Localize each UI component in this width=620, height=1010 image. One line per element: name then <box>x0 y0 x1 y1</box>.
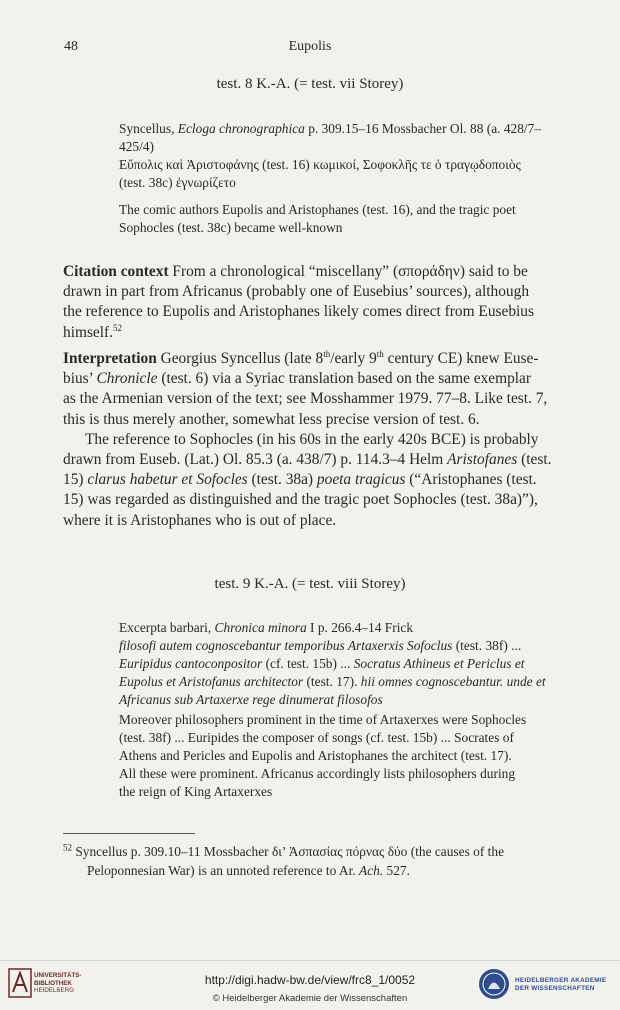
copyright-notice: © Heidelberger Akademie der Wissenschaften <box>212 993 408 1004</box>
academy-seal-icon[interactable] <box>478 968 510 1005</box>
test-8-heading: test. 8 K.-A. (= test. vii Storey) <box>216 76 404 92</box>
document-url-link[interactable]: http://digi.hadw-bw.de/view/frc8_1/0052 <box>204 973 416 987</box>
footnote-52: $^{52}$ Syncellus p. 309.10–11 Mossbacher δι’ Ἀσπασίας πόρνας δύο (the causes of the Peloponnesian War) is an unnoted reference to Ar. Ach. 527. <box>63 842 505 878</box>
translation: The comic authors Eupolis and Aristophanes (test. 16), and the tragic poet <box>119 202 516 217</box>
test-9-heading: test. 9 K.-A. (= test. viii Storey) <box>214 576 406 592</box>
footnote-rule <box>63 833 195 834</box>
running-head: Eupolis <box>288 39 332 54</box>
translation: Moreover philosophers prominent in the time of Artaxerxes were Sophocles <box>119 712 527 727</box>
page-number: 48 <box>64 39 78 54</box>
academy-name: HEIDELBERGER AKADEMIE DER WISSENSCHAFTEN <box>515 977 607 992</box>
university-library-name: UNIVERSITÄTS- BIBLIOTHEK HEIDELBERG <box>34 972 82 994</box>
footnote-ref-52: 52 <box>113 322 123 333</box>
interpretation-paragraph: Interpretation Georgius Syncellus (late 8th/early 9th century CE) knew Euse- bius’ Chronicle (test. 6) via a Syriac translation based on the same exemplar as the Armenian version of the text; see Mosshammer 1979. 77–8. Like test. 7, this is thus merely another, somewhat less precise version of test. 6. The reference to Sophocles (in his 60s in the early 420s BCE) is probably drawn from Euseb. (Lat.) Ol. 85.3 (a. 438/7) p. 114.3–4 Helm Aristofanes (test. 15) clarus habetur et Sofocles (test. 38a) poeta tragicus (“Aristophanes (test. 15) was regarded as distinguished and the tragic poet Sophocles (test. 38a)”), where it is Aristophanes who is out of place. <box>63 348 552 529</box>
test-8-source: Syncellus, Ecloga chronographica p. 309.15–16 Mossbacher Ol. 88 (a. 428/7– 425/4) Εὔπολις καὶ Ἀριστοφάνης (test. 16) κωμικοί, Σοφοκλῆς τε ὁ τραγῳδοποιὸς (test. 38c) ἐγνωρίζετο The comic authors Eupolis and Aristophanes (test. 16), and the tragic poet Sophocles (test. 38c) became well-known <box>119 120 577 237</box>
test-9-source: Excerpta barbari, Chronica minora I p. 266.4–14 Frick filosofi autem cognoscebantur temporibus Artaxerxis Sofoclus (test. 38f) ... Euripidus cantoconpositor (cf. test. 15b) ... Socratus Athineus et Periclus et Eupolus et Aristofanus architector (test. 17). hii omnes cognoscebantur. unde et Africanus sub Artaxerxe rege dinumerat filosofos Moreover philosophers prominent in the time of Artaxerxes were Sophocles (test. 38f) ... Euripides the composer of songs (cf. test. 15b) ... Socrates of Athens and Pericles and Eupolis and Aristophanes the architect (test. 17). All these were prominent. Africanus accordingly lists philosophers during the reign of King Artaxerxes <box>119 619 577 801</box>
citation-context-paragraph: Citation context From a chronological “miscellany” (σποράδην) said to be drawn in part from Africanus (probably one of Eusebius’ sources), although the reference to Eupolis and Aristophanes likely comes direct from Eusebius himself.$^{52}$ <box>63 263 534 341</box>
greek-text: Εὔπολις καὶ Ἀριστοφάνης (test. 16) κωμικοί, Σοφοκλῆς τε ὁ τραγῳδοποιὸς <box>119 157 521 172</box>
citation-context-label: Citation context <box>63 263 169 280</box>
interpretation-label: Interpretation <box>63 350 157 367</box>
